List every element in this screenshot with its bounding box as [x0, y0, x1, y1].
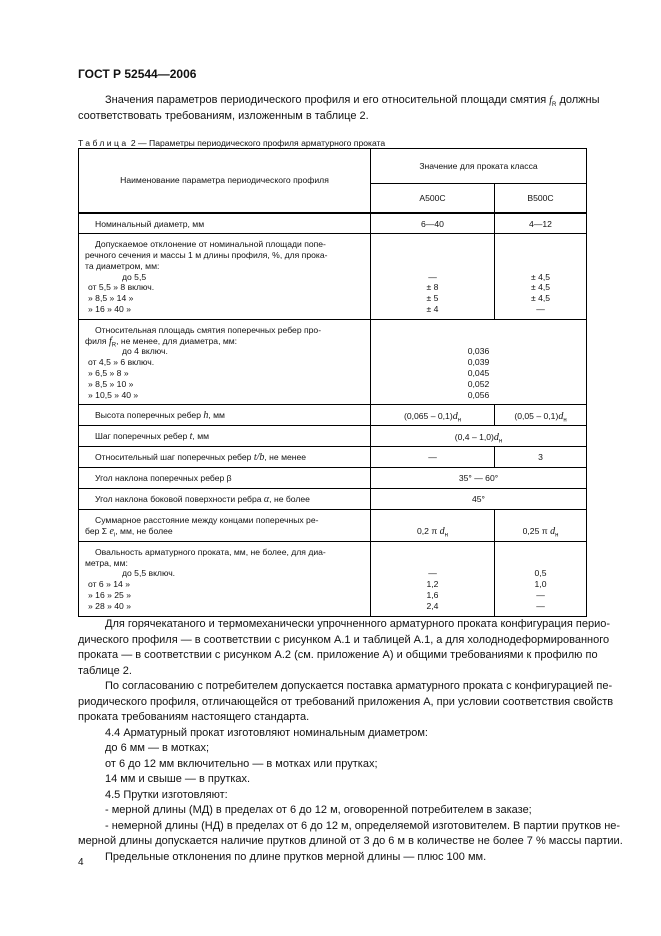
- text-line: - немерной длины (НД) в пределах от 6 до 12 м, определяемой изготовителем. В партии прутков не-: [105, 819, 621, 832]
- body-paragraph: [78, 741, 586, 757]
- text-line: [78, 93, 600, 109]
- intro-paragraph: [78, 93, 600, 124]
- diameter-range: » 28 » 40 »: [88, 600, 132, 611]
- value-cell-merged: [371, 426, 587, 447]
- text-run: Овальность арматурного проката, мм, не более, для диа-: [95, 546, 326, 557]
- param-label-line: [85, 515, 364, 526]
- header-param-name: Наименование параметра периодического профиля: [79, 149, 371, 213]
- diameter-range: » 16 » 40 »: [88, 304, 132, 315]
- cell-value: [495, 510, 586, 541]
- body-paragraph: [78, 788, 586, 804]
- value-line: 2,4: [426, 600, 439, 611]
- math-variable: d: [439, 526, 445, 538]
- value-cell-a500c: [371, 541, 495, 616]
- value-line: [501, 250, 580, 261]
- value-line: 1,6: [426, 590, 439, 601]
- value-formula: [514, 411, 566, 422]
- text-run: бер Σ: [85, 525, 110, 536]
- value-cell-b500c: [495, 213, 587, 234]
- param-name-cell: [79, 468, 371, 489]
- value-line: —: [428, 568, 437, 579]
- body-paragraph: [78, 803, 586, 819]
- diameter-range: до 4 включ.: [122, 346, 168, 357]
- cell-value: [371, 426, 586, 446]
- table-row: [79, 426, 587, 447]
- param-label-line: [85, 431, 364, 442]
- param-label-line: [85, 250, 364, 261]
- value-line: [377, 250, 488, 261]
- value-line: 1,0: [534, 579, 547, 590]
- param-label-line: [85, 452, 364, 463]
- math-variable: h: [203, 410, 209, 422]
- text-line: проката — в соответствии с рисунком А.2 (см. приложение А) и общими требованиями к профилю по: [78, 649, 598, 661]
- cell-value: [495, 214, 586, 234]
- cell-value: [371, 489, 586, 509]
- value-line: ± 5: [426, 293, 439, 304]
- math-variable: f: [549, 95, 553, 106]
- header-value: Значение для проката класса: [371, 149, 587, 184]
- param-name: [79, 510, 370, 541]
- text-run: соответствовать требованиям, изложенным в таблице 2.: [78, 109, 369, 122]
- text-run: метра, мм:: [85, 557, 128, 568]
- param-label-line: [85, 526, 364, 537]
- cell-value: [371, 447, 494, 467]
- value-line: [377, 325, 580, 336]
- value-line: 0,056: [467, 389, 490, 400]
- math-subscript: н: [555, 532, 559, 539]
- value-line: 1,2: [426, 579, 439, 590]
- text-run: филя: [85, 335, 109, 346]
- param-label-line: [85, 547, 364, 558]
- value-cell-merged: [371, 468, 587, 489]
- text-run: , не менее, для диаметра, мм:: [116, 335, 238, 346]
- param-label-line: [85, 558, 364, 569]
- cell-value: [495, 542, 586, 616]
- value-formula: [523, 526, 559, 537]
- math-variable: d: [452, 410, 458, 422]
- math-variable: t/b: [253, 452, 265, 464]
- math-subscript: н: [498, 438, 503, 445]
- cell-value: [495, 447, 586, 467]
- table-row: [79, 447, 587, 468]
- param-name: [79, 468, 370, 488]
- value-formula: [417, 526, 448, 537]
- value-cell-b500c: [495, 541, 587, 616]
- table-row: [79, 509, 587, 541]
- math-subscript: н: [457, 417, 462, 424]
- text-run: Угол наклона боковой поверхности ребра: [95, 494, 264, 505]
- math-subscript: н: [444, 532, 448, 539]
- diameter-range: » 8,5 » 14 »: [88, 293, 134, 304]
- value-formula: [404, 411, 461, 422]
- value-line: 0,036: [467, 346, 490, 357]
- math-variable: t: [189, 431, 193, 443]
- page-number: 4: [78, 857, 84, 868]
- value-cell-a500c: [371, 234, 495, 320]
- value-line: ± 4,5: [530, 282, 551, 293]
- math-variable: d: [550, 526, 556, 538]
- param-label-line: [85, 494, 364, 505]
- text-run: (0,05 – 0,1): [514, 410, 559, 421]
- parameters-table: [78, 148, 587, 617]
- value-cell-b500c: [495, 405, 587, 426]
- value-line: [377, 336, 580, 347]
- value-line: [377, 547, 488, 558]
- math-variable: α: [263, 494, 270, 506]
- text-line: проката требованиям настоящего стандарта.: [78, 711, 310, 723]
- text-run: , мм: [208, 410, 225, 421]
- value-line: [377, 261, 488, 272]
- header-class-a500c: А500С: [371, 184, 495, 213]
- text-run: та диаметром, мм:: [85, 260, 160, 271]
- diameter-range: » 8,5 » 10 »: [88, 378, 134, 389]
- cell-value: [371, 510, 494, 541]
- value-line: ± 4,5: [530, 271, 551, 282]
- text-line: дического профиля — в соответствии с рисунком А.1 и таблицей А.1, а для холоднодеформированного: [78, 633, 610, 646]
- param-name-cell: [79, 509, 371, 541]
- value-line: 35° — 60°: [458, 473, 499, 484]
- cell-value: [495, 405, 586, 425]
- text-line: Предельные отклонения по длине прутков мерной длины — плюс 100 мм.: [105, 850, 487, 863]
- param-label-line: [85, 410, 364, 421]
- param-label-line: [85, 261, 364, 272]
- text-run: , не более: [269, 494, 310, 505]
- value-line: 4—12: [529, 218, 552, 229]
- math-subscript: i: [113, 532, 116, 539]
- text-run: Относительный шаг поперечных ребер: [95, 452, 254, 463]
- value-line: [377, 239, 488, 250]
- text-run: Шаг поперечных ребер: [95, 431, 190, 442]
- text-line: [78, 109, 586, 125]
- value-line: 0,045: [467, 368, 490, 379]
- text-run: (0,4 – 1,0): [454, 431, 494, 442]
- table-caption-word: Таблица: [78, 138, 129, 148]
- param-name: [79, 214, 370, 234]
- param-name-cell: [79, 447, 371, 468]
- diameter-range: » 16 » 25 »: [88, 590, 132, 601]
- text-run: Номинальный диаметр, мм: [95, 218, 205, 229]
- value-line: [501, 558, 580, 569]
- text-line: риодического профиля, отличающейся от требований приложения А, при условии соответствия свойств: [78, 695, 614, 708]
- table-row: [79, 541, 587, 616]
- table-row: [79, 468, 587, 489]
- param-name-cell: [79, 213, 371, 234]
- value-line: 3: [538, 452, 543, 463]
- body-paragraph: [78, 617, 610, 679]
- text-line: Для горячекатаного и термомеханически упрочненного арматурного проката конфигурация перио-: [105, 618, 610, 630]
- value-line: 0,052: [467, 378, 490, 389]
- param-name-cell: [79, 489, 371, 510]
- text-line: По согласованию с потребителем допускается поставка арматурного проката с конфигурацией пе-: [105, 680, 613, 692]
- param-name: [79, 234, 370, 319]
- param-label-line: [85, 325, 364, 336]
- value-line: 0,5: [534, 568, 547, 579]
- value-formula: [455, 432, 503, 443]
- body-paragraph: [78, 757, 586, 773]
- math-subscript: R: [111, 342, 117, 349]
- body-paragraph: [78, 772, 586, 788]
- param-name: [79, 426, 370, 446]
- table-row: [79, 234, 587, 320]
- param-name-cell: [79, 405, 371, 426]
- text-line: 14 мм и свыше — в прутках.: [105, 773, 251, 785]
- math-subscript: R: [552, 102, 557, 109]
- cell-value: [371, 214, 494, 234]
- cell-value: [371, 468, 586, 488]
- text-run: , мм: [192, 431, 210, 442]
- body-paragraph: [78, 850, 586, 866]
- value-line: —: [536, 590, 545, 601]
- text-run: Угол наклона поперечных ребер β: [95, 473, 232, 484]
- diameter-range: от 5,5 » 8 включ.: [88, 282, 155, 293]
- math-variable: d: [558, 410, 564, 422]
- text-line: - мерной длины (МД) в пределах от 6 до 12 м, оговоренной потребителем в заказе;: [105, 804, 532, 816]
- text-run: Относительная площадь смятия поперечных ребер про-: [95, 324, 322, 335]
- math-variable: e: [109, 525, 114, 537]
- value-line: 45°: [472, 494, 485, 505]
- value-line: [377, 558, 488, 569]
- text-line: до 6 мм — в мотках;: [105, 742, 210, 754]
- text-run: 0,25 π: [522, 526, 551, 537]
- math-subscript: н: [563, 417, 567, 424]
- param-name: [79, 405, 370, 425]
- table-row: [79, 489, 587, 510]
- value-cell-merged: [371, 319, 587, 405]
- diameter-range: до 5,5 включ.: [122, 568, 176, 579]
- param-name-cell: [79, 234, 371, 320]
- header-class-b500c: В500С: [495, 184, 587, 213]
- value-cell-merged: [371, 489, 587, 510]
- value-cell-a500c: [371, 405, 495, 426]
- value-line: —: [536, 304, 545, 315]
- body-paragraph: [78, 819, 623, 850]
- diameter-range: » 6,5 » 8 »: [88, 368, 129, 379]
- text-run: 0,2 π: [417, 526, 440, 537]
- value-line: 0,039: [467, 357, 490, 368]
- param-name-cell: [79, 319, 371, 405]
- param-name: [79, 489, 370, 509]
- value-line: [501, 239, 580, 250]
- value-line: [501, 547, 580, 558]
- diameter-range: от 6 » 14 »: [88, 579, 130, 590]
- document-header: ГОСТ Р 52544—2006: [78, 67, 197, 81]
- table-row: [79, 213, 587, 234]
- param-label-line: [85, 336, 364, 347]
- param-name: [79, 542, 370, 616]
- value-line: [501, 261, 580, 272]
- text-run: , не менее: [264, 452, 307, 463]
- text-run: должны: [556, 94, 600, 106]
- text-run: , мм, не более: [115, 525, 173, 536]
- param-name-cell: [79, 541, 371, 616]
- param-label-line: [85, 239, 364, 250]
- text-line: 4.5 Прутки изготовляют:: [105, 788, 228, 801]
- param-name-cell: [79, 426, 371, 447]
- param-name: [79, 320, 370, 405]
- cell-value: [495, 234, 586, 319]
- body-paragraph: [78, 726, 586, 742]
- diameter-range: от 4,5 » 6 включ.: [88, 357, 155, 368]
- table-caption-text: 2 — Параметры периодического профиля арматурного проката: [128, 138, 386, 148]
- diameter-range: » 10,5 » 40 »: [88, 389, 139, 400]
- param-name: [79, 447, 370, 467]
- text-run: Суммарное расстояние между концами поперечных ре-: [95, 514, 319, 525]
- text-line: от 6 до 12 мм включительно — в мотках или прутках;: [105, 757, 378, 770]
- value-cell-b500c: [495, 447, 587, 468]
- body-text: [78, 617, 623, 865]
- text-line: 4.4 Арматурный прокат изготовляют номинальным диаметром:: [105, 726, 428, 739]
- text-run: речного сечения и массы 1 м длины профиля, %, для прока-: [85, 250, 328, 261]
- cell-value: [371, 234, 494, 319]
- value-line: —: [428, 271, 437, 282]
- value-line: ± 8: [426, 282, 439, 293]
- param-label-line: [85, 473, 364, 484]
- value-line: 6—40: [421, 218, 444, 229]
- table-row: [79, 405, 587, 426]
- math-variable: d: [493, 431, 499, 443]
- cell-value: [371, 405, 494, 425]
- table-caption: [78, 138, 385, 148]
- text-run: Допускаемое отклонение от номинальной площади попе-: [95, 239, 326, 250]
- text-line: мерной длины допускается наличие прутков длиной от 3 до 6 м в количестве не более 7 % массы партии.: [78, 835, 623, 847]
- value-cell-a500c: [371, 509, 495, 541]
- diameter-range: до 5,5: [122, 271, 147, 282]
- text-run: (0,065 – 0,1): [403, 410, 453, 421]
- math-variable: f: [108, 335, 112, 347]
- value-line: —: [428, 452, 437, 463]
- cell-value: [371, 542, 494, 616]
- value-cell-a500c: [371, 447, 495, 468]
- value-line: ± 4,5: [530, 293, 551, 304]
- value-cell-a500c: [371, 213, 495, 234]
- value-cell-b500c: [495, 234, 587, 320]
- text-line: таблице 2.: [78, 664, 132, 677]
- value-cell-b500c: [495, 509, 587, 541]
- body-paragraph: [78, 679, 614, 726]
- text-run: Высота поперечных ребер: [95, 410, 204, 421]
- text-run: Значения параметров периодического профиля и его относительной площади смятия: [105, 94, 550, 106]
- value-line: —: [536, 600, 545, 611]
- value-line: ± 4: [426, 304, 439, 315]
- cell-value: [371, 320, 586, 405]
- param-label-line: [85, 219, 364, 230]
- table-row: [79, 319, 587, 405]
